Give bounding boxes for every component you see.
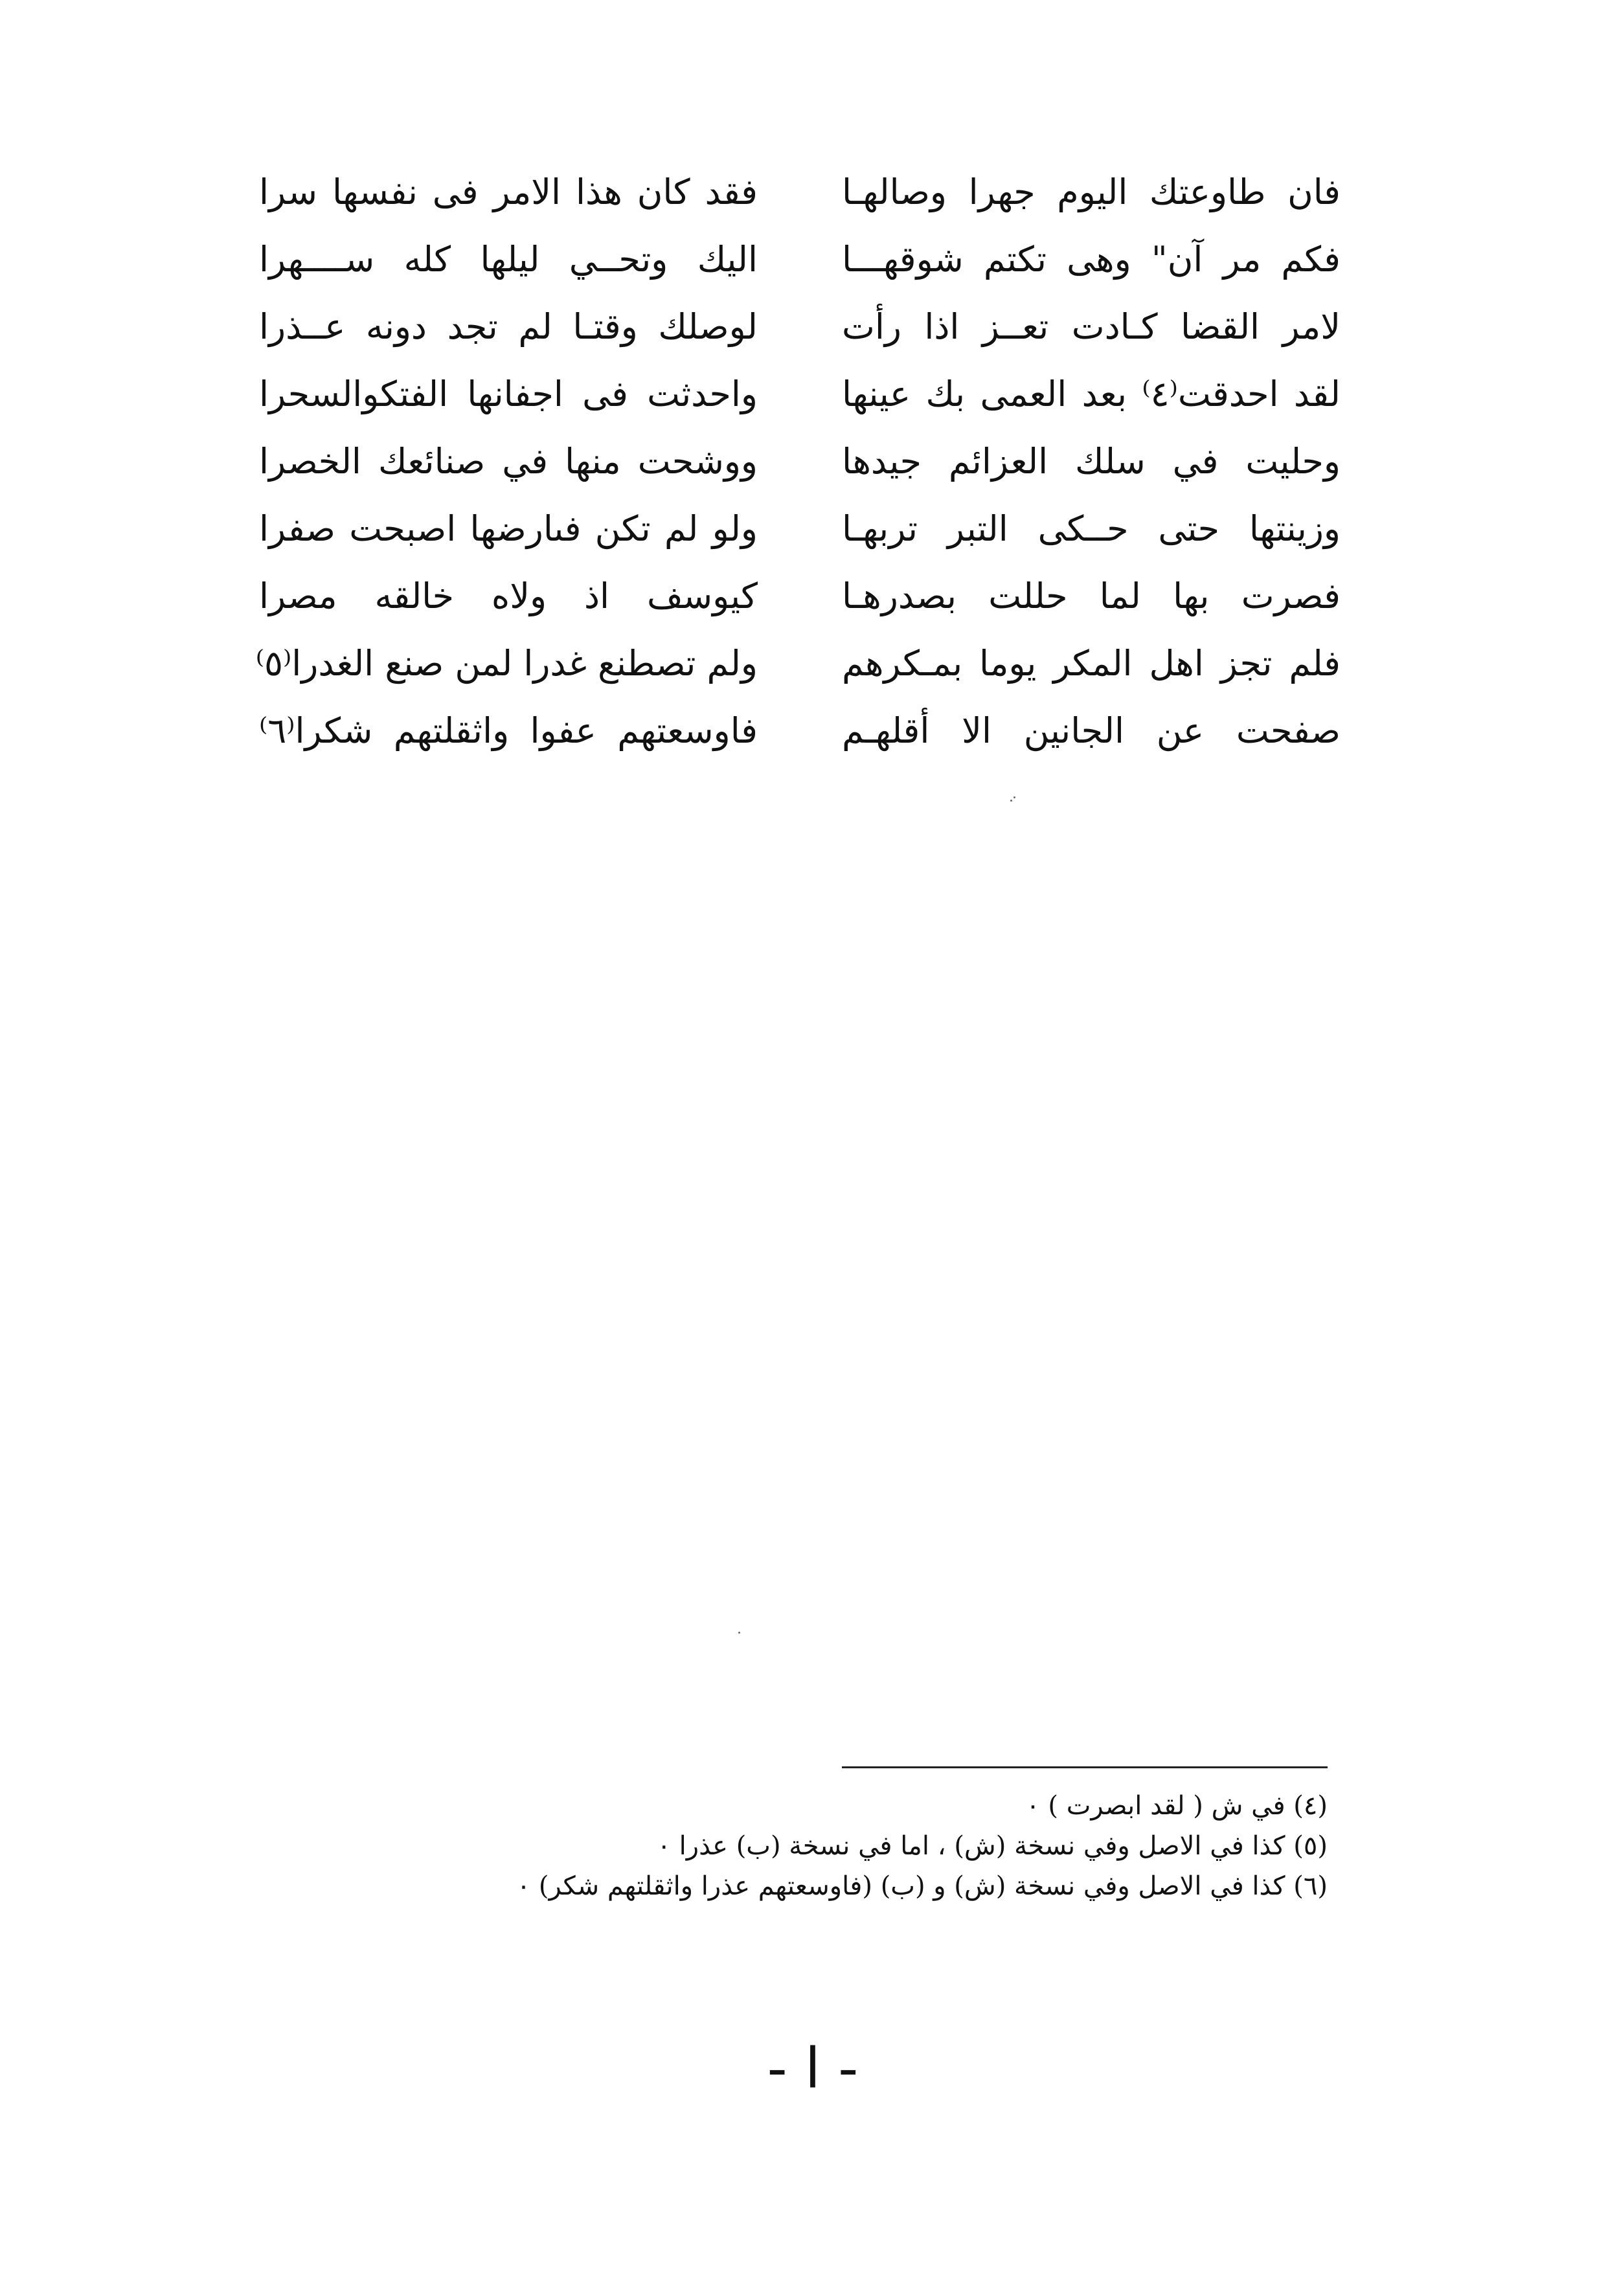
poem-body	[255, 159, 1341, 765]
verse-line	[259, 159, 1341, 226]
page-number: - ا -	[767, 2036, 859, 2101]
verse-left-hemistich: ولو لم تكن فىارضها اصبحت صفرا	[259, 508, 758, 549]
verse-line	[259, 293, 1341, 361]
verse-right-hemistich: وحليت في سلك العزائم جيدها	[842, 441, 1341, 482]
verse-right-hemistich: فصرت بها لما حللت بصدرهـا	[842, 576, 1341, 616]
verse-right-hemistich: لامر القضا كـادت تعــز اذا رأت	[842, 306, 1341, 347]
verse-right-hemistich: فلم تجز اهل المكر يوما بمـكرهم	[842, 643, 1341, 684]
verse-left-hemistich: ووشحت منها في صنائعك الخصرا	[259, 441, 758, 482]
verse-left-hemistich: لوصلك وقتـا لم تجد دونه عــذرا	[259, 306, 758, 347]
footnote-4: (٤) في ش ( لقد ابصرت ) ٠	[1026, 1791, 1328, 1821]
verse-left-hemistich: اليك وتحــي ليلها كله ســــهرا	[259, 239, 758, 280]
verse-line	[259, 495, 1341, 563]
footnote-5: (٥) كذا في الاصل وفي نسخة (ش) ، اما في نسخة (ب) عذرا ٠	[657, 1831, 1328, 1861]
verse-line	[259, 697, 1341, 765]
verse-right-hemistich: فان طاوعتك اليوم جهرا وصالهـا	[842, 172, 1341, 212]
scan-speck	[1010, 800, 1012, 802]
verse-right-hemistich: وزينتها حتى حــكى التبر تربهـا	[842, 508, 1341, 549]
footnotes	[266, 1786, 1328, 1906]
verse-line	[255, 630, 1341, 697]
verse-right-hemistich: لقد احدقت⁽٤⁾ بعد العمى بك عينها	[842, 374, 1341, 414]
verse-left-hemistich: فاوسعتهم عفوا واثقلتهم شكرا⁽٦⁾	[259, 710, 758, 751]
verse-left-hemistich: فقد كان هذا الامر فى نفسها سرا	[259, 172, 758, 212]
verse-line	[259, 361, 1341, 428]
verse-left-hemistich: واحدثت فى اجفانها الفتكوالسحرا	[259, 374, 758, 414]
footnote-6: (٦) كذا في الاصل وفي نسخة (ش) و (ب) (فاوسعتهم عذرا واثقلتهم شكر) ٠	[516, 1871, 1328, 1901]
scan-speck	[1013, 796, 1015, 798]
verse-right-hemistich: صفحت عن الجانين الا أقلهـم	[842, 710, 1341, 751]
scan-speck	[738, 1632, 740, 1634]
verse-right-hemistich: فكم مر آن" وهى تكتم شوقهـــا	[842, 239, 1341, 280]
verse-line	[259, 428, 1341, 495]
verse-line	[259, 563, 1341, 630]
footnote-divider	[842, 1766, 1328, 1768]
verse-line	[259, 226, 1341, 293]
verse-left-hemistich: ولم تصطنع غدرا لمن صنع الغدرا⁽٥⁾	[255, 643, 758, 684]
verse-left-hemistich: كيوسف اذ ولاه خالقه مصرا	[259, 576, 758, 616]
